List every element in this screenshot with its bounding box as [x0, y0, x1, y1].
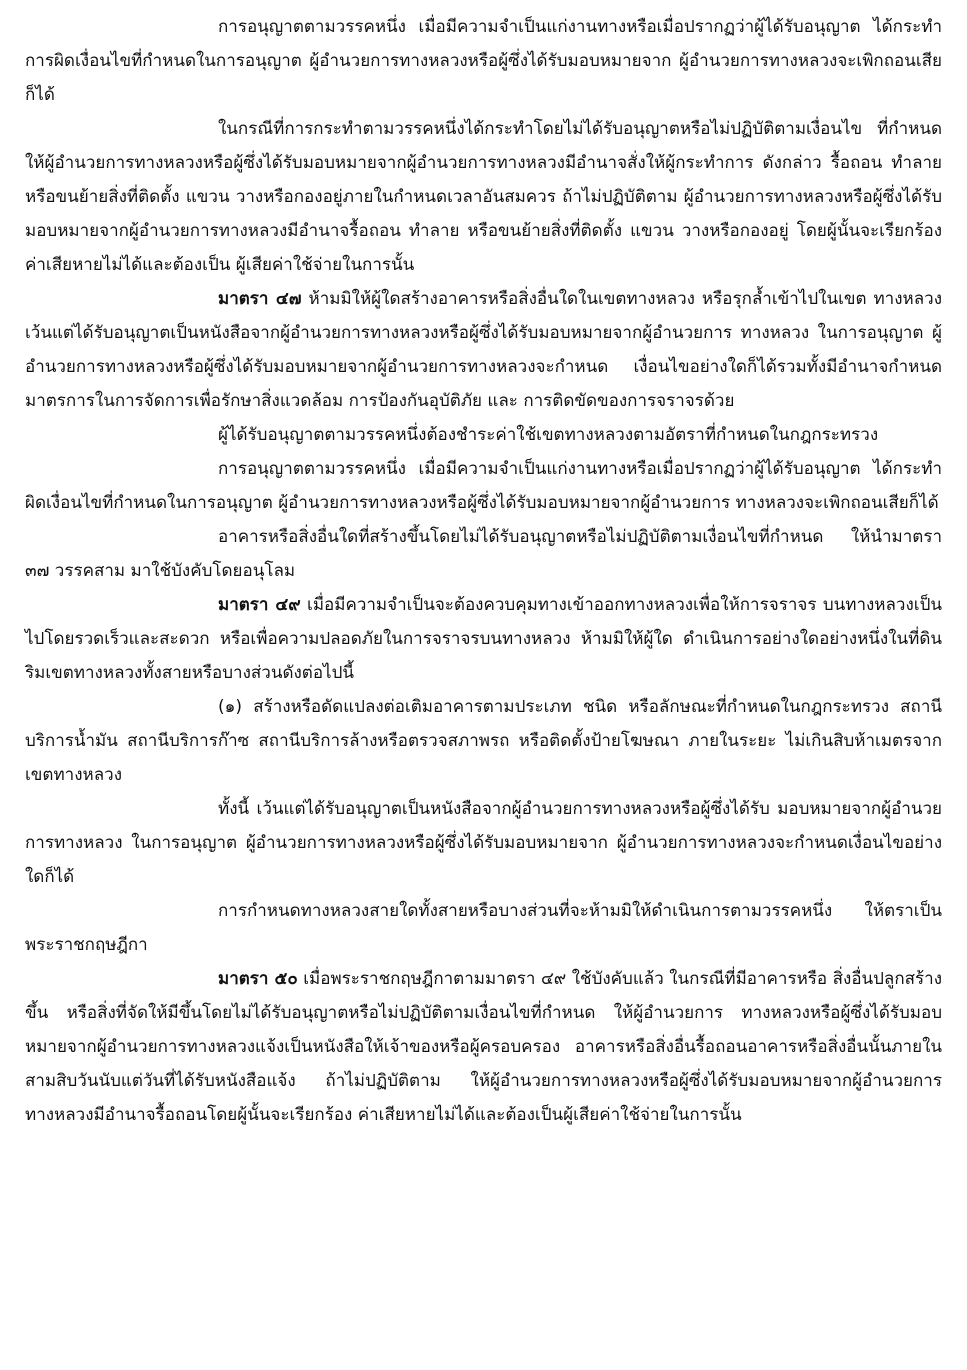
paragraph-fee — [25, 418, 942, 452]
paragraph-revocation-2 — [25, 452, 942, 520]
paragraph-revocation — [25, 10, 942, 112]
section-50 — [25, 962, 942, 1132]
section-label: มาตรา ๔๙ — [218, 595, 301, 615]
paragraph-text: การอนุญาตตามวรรคหนึ่ง เมื่อมีความจำเป็นแก่งานทางหรือเมื่อปรากฏว่าผู้ได้รับอนุญาต ได้กระทำผิดเงื่อนไขที่กำหนดในการอนุญาต ผู้อำนวยการทางหลวงหรือผู้ซึ่งได้รับมอบหมายจากผู้อำนวยการ ทางหลวงจะเพิกถอนเสียก็ได้ — [25, 459, 942, 513]
paragraph-text: เมื่อพระราชกฤษฎีกาตามมาตรา ๔๙ ใช้บังคับแล้ว ในกรณีที่มีอาคารหรือ สิ่งอื่นปลูกสร้างขึ้น หรือสิ่งที่จัดให้มีขึ้นโดยไม่ได้รับอนุญาตหรือไม่ปฏิบัติตามเงื่อนไขที่กำหนด ให้ผู้อำนวยการ ทางหลวงหรือผู้ซึ่งได้รับมอบหมายจากผู้อำนวยการทางหลวงแจ้งเป็นหนังสือให้เจ้าของหรือผู้ครอบครอง อาคารหรือสิ่งอื่นรื้อถอนอาคารหรือสิ่งอื่นนั้นภายในสามสิบวันนับแต่วันที่ได้รับหนังสือแจ้ง ถ้าไม่ปฏิบัติตาม ให้ผู้อำนวยการทางหลวงหรือผู้ซึ่งได้รับมอบหมายจากผู้อำนวยการทางหลวงมีอำนาจรื้อถอนโดยผู้นั้นจะเรียกร้อง ค่าเสียหายไม่ได้และต้องเป็นผู้เสียค่าใช้จ่ายในการนั้น — [25, 969, 942, 1125]
paragraph-text: การอนุญาตตามวรรคหนึ่ง เมื่อมีความจำเป็นแก่งานทางหรือเมื่อปรากฏว่าผู้ได้รับอนุญาต ได้กระทำการผิดเงื่อนไขที่กำหนดในการอนุญาต ผู้อำนวยการทางหลวงหรือผู้ซึ่งได้รับมอบหมายจาก ผู้อำนวยการทางหลวงจะเพิกถอนเสียก็ได้ — [25, 17, 942, 105]
paragraph-text: การกำหนดทางหลวงสายใดทั้งสายหรือบางส่วนที่จะห้ามมิให้ดำเนินการตามวรรคหนึ่ง ให้ตราเป็นพระราชกฤษฎีกา — [25, 901, 942, 955]
paragraph-unauthorized-removal — [25, 112, 942, 282]
paragraph-apply-section-37 — [25, 520, 942, 588]
paragraph-text: อาคารหรือสิ่งอื่นใดที่สร้างขึ้นโดยไม่ได้รับอนุญาตหรือไม่ปฏิบัติตามเงื่อนไขที่กำหนด ให้นำมาตรา ๓๗ วรรคสาม มาใช้บังคับโดยอนุโลม — [25, 527, 942, 581]
paragraph-text: ผู้ได้รับอนุญาตตามวรรคหนึ่งต้องชำระค่าใช้เขตทางหลวงตามอัตราที่กำหนดในกฎกระทรวง — [218, 425, 879, 445]
list-item-1 — [25, 690, 942, 792]
paragraph-text: เมื่อมีความจำเป็นจะต้องควบคุมทางเข้าออกทางหลวงเพื่อให้การจราจร บนทางหลวงเป็นไปโดยรวดเร็วและสะดวก หรือเพื่อความปลอดภัยในการจราจรบนทางหลวง ห้ามมิให้ผู้ใด ดำเนินการอย่างใดอย่างหนึ่งในที่ดินริมเขตทางหลวงทั้งสายหรือบางส่วนดังต่อไปนี้ — [25, 595, 942, 683]
section-49 — [25, 588, 942, 690]
paragraph-text: ในกรณีที่การกระทำตามวรรคหนึ่งได้กระทำโดยไม่ได้รับอนุญาตหรือไม่ปฏิบัติตามเงื่อนไข ที่กำหนด ให้ผู้อำนวยการทางหลวงหรือผู้ซึ่งได้รับมอบหมายจากผู้อำนวยการทางหลวงมีอำนาจสั่งให้ผู้กระทำการ ดังกล่าว รื้อถอน ทำลาย หรือขนย้ายสิ่งที่ติดตั้ง แขวน วางหรือกองอยู่ภายในกำหนดเวลาอันสมควร ถ้าไม่ปฏิบัติตาม ผู้อำนวยการทางหลวงหรือผู้ซึ่งได้รับมอบหมายจากผู้อำนวยการทางหลวงมีอำนาจรื้อถอน ทำลาย หรือขนย้ายสิ่งที่ติดตั้ง แขวน วางหรือกองอยู่ โดยผู้นั้นจะเรียกร้องค่าเสียหายไม่ได้และต้องเป็น ผู้เสียค่าใช้จ่ายในการนั้น — [25, 119, 942, 275]
section-47 — [25, 282, 942, 418]
paragraph-text: (๑) สร้างหรือดัดแปลงต่อเติมอาคารตามประเภท ชนิด หรือลักษณะที่กำหนดในกฎกระทรวง สถานีบริการน้ำมัน สถานีบริการก๊าซ สถานีบริการล้างหรือตรวจสภาพรถ หรือติดตั้งป้ายโฆษณา ภายในระยะ ไม่เกินสิบห้าเมตรจากเขตทางหลวง — [25, 697, 942, 785]
section-label: มาตรา ๕๐ — [218, 969, 298, 989]
paragraph-text: ห้ามมิให้ผู้ใดสร้างอาคารหรือสิ่งอื่นใดในเขตทางหลวง หรือรุกล้ำเข้าไปในเขต ทางหลวง เว้นแต่ได้รับอนุญาตเป็นหนังสือจากผู้อำนวยการทางหลวงหรือผู้ซึ่งได้รับมอบหมายจากผู้อำนวยการ ทางหลวง ในการอนุญาต ผู้อำนวยการทางหลวงหรือผู้ซึ่งได้รับมอบหมายจากผู้อำนวยการทางหลวงจะกำหนด เงื่อนไขอย่างใดก็ได้รวมทั้งมีอำนาจกำหนดมาตรการในการจัดการเพื่อรักษาสิ่งแวดล้อม การป้องกันอุบัติภัย และ การติดขัดของการจราจรด้วย — [25, 289, 942, 411]
paragraph-exception — [25, 792, 942, 894]
section-label: มาตรา ๔๗ — [218, 289, 302, 309]
paragraph-royal-decree — [25, 894, 942, 962]
paragraph-text: ทั้งนี้ เว้นแต่ได้รับอนุญาตเป็นหนังสือจากผู้อำนวยการทางหลวงหรือผู้ซึ่งได้รับ มอบหมายจากผู้อำนวยการทางหลวง ในการอนุญาต ผู้อำนวยการทางหลวงหรือผู้ซึ่งได้รับมอบหมายจาก ผู้อำนวยการทางหลวงจะกำหนดเงื่อนไขอย่างใดก็ได้ — [25, 799, 942, 887]
